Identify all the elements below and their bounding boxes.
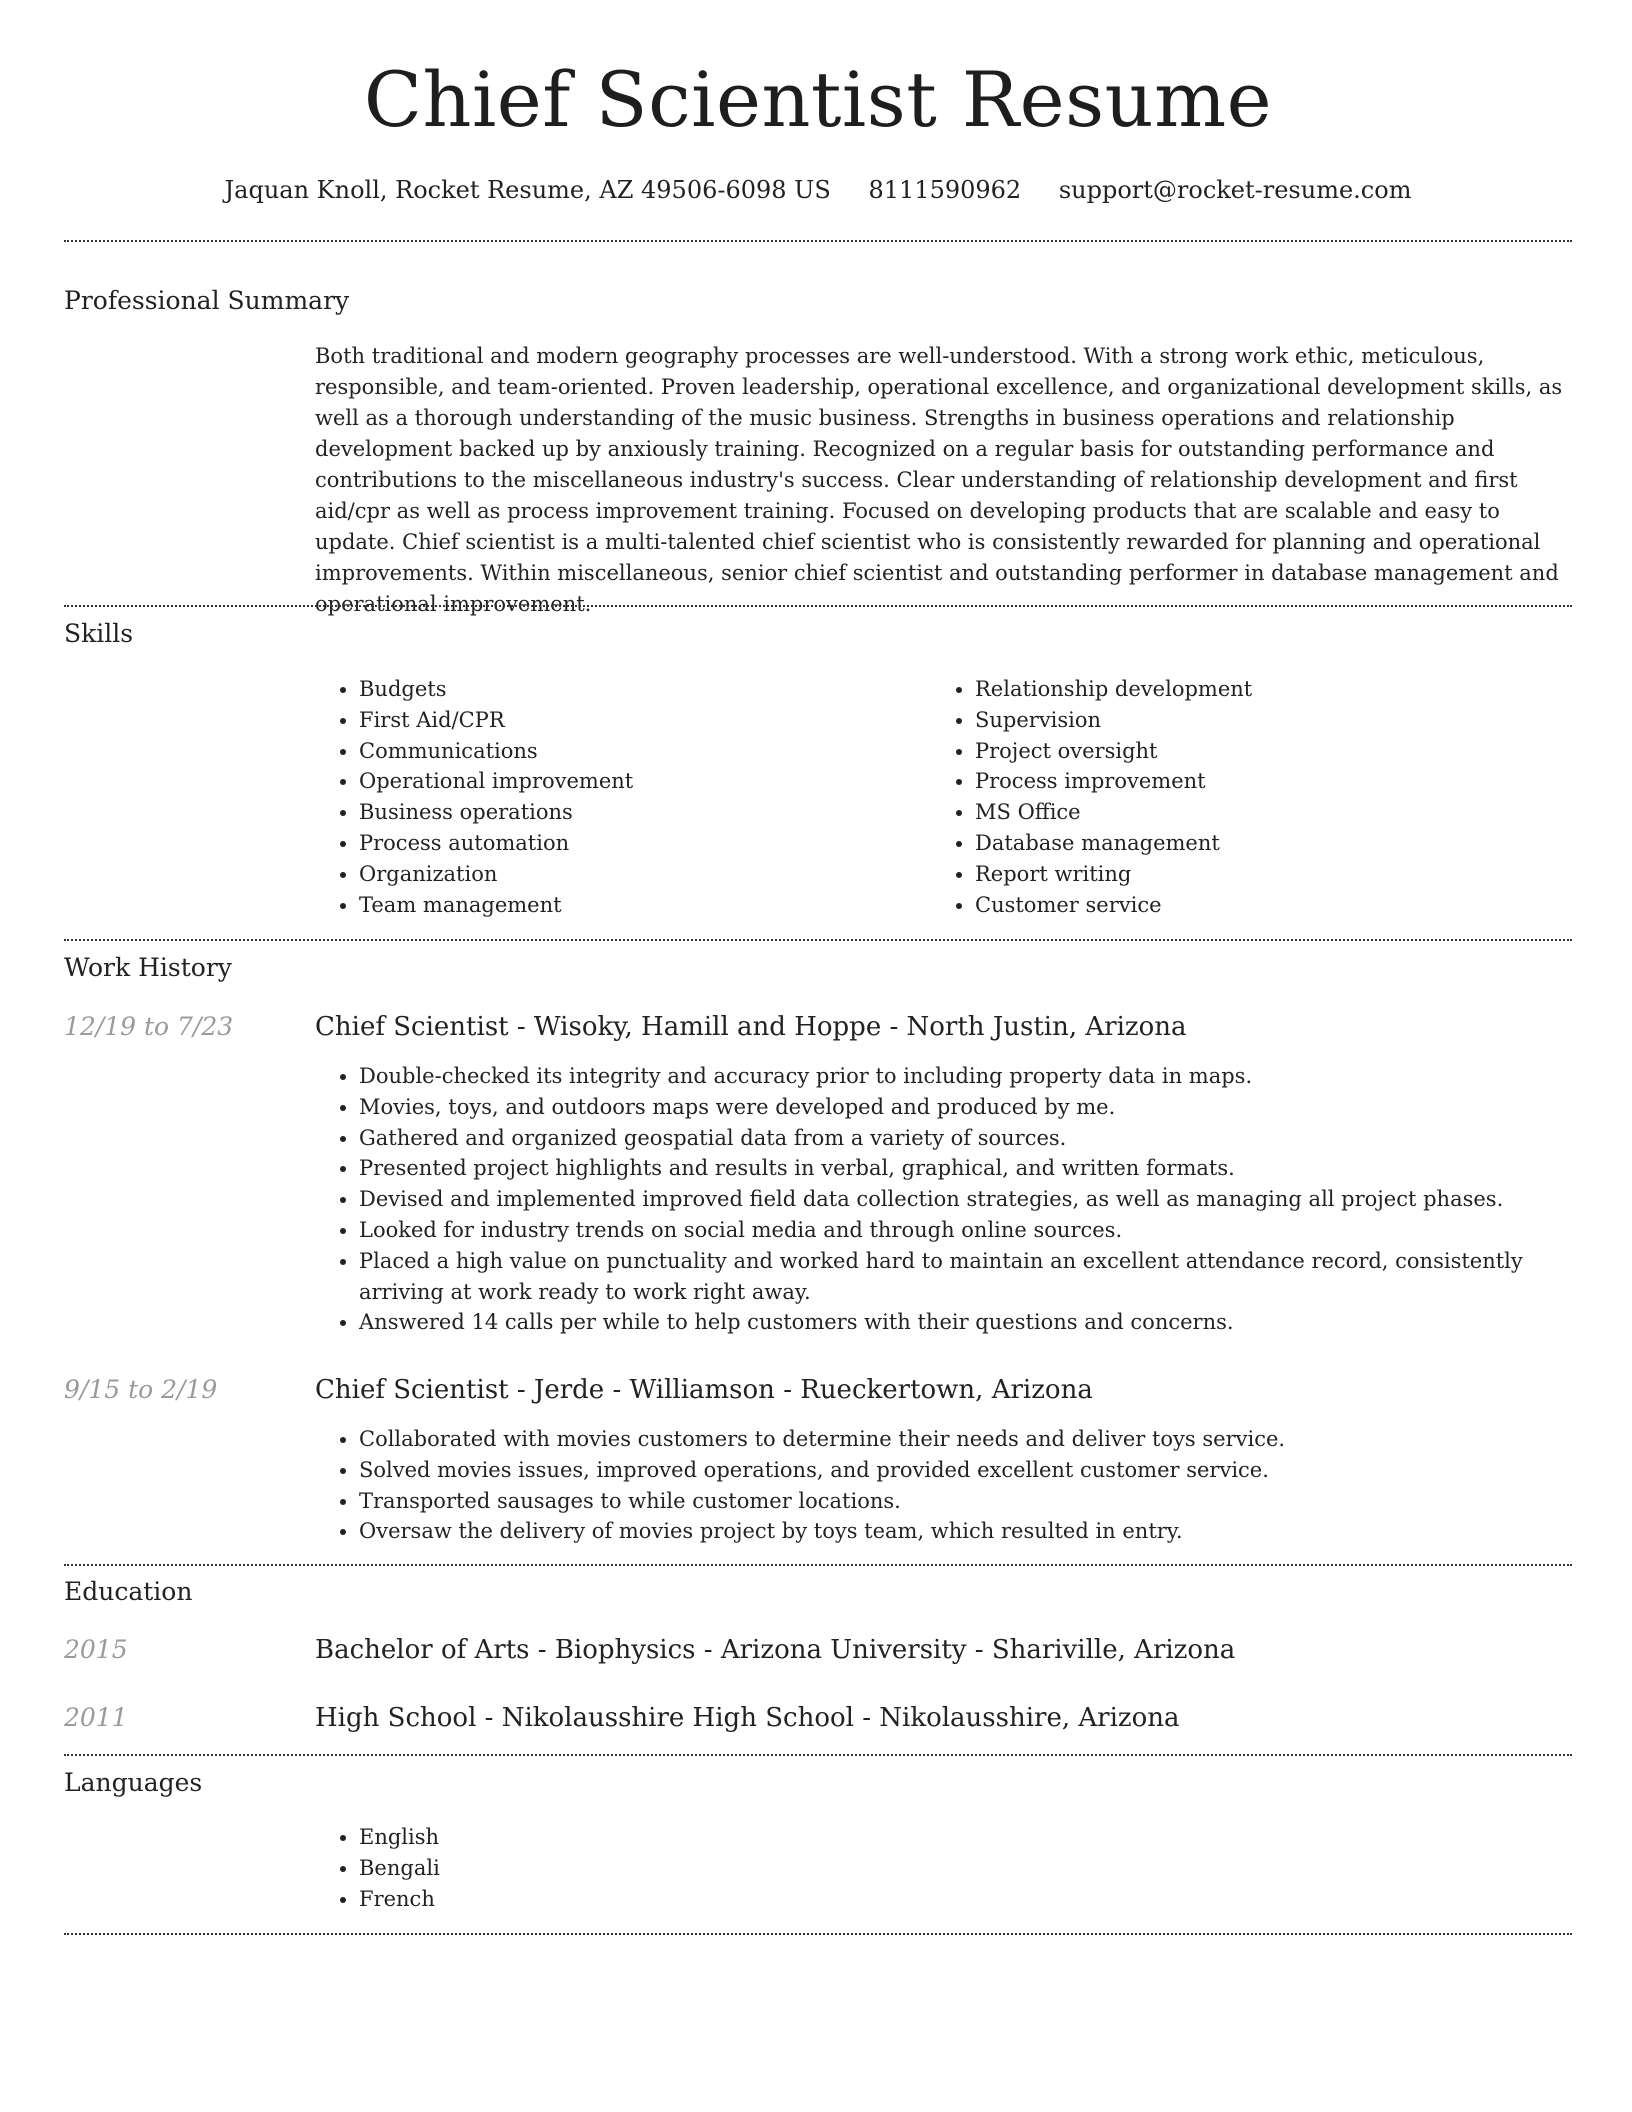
summary-text: Both traditional and modern geography processes are well-understood. With a strong work ethic, meticulous, responsible, and team-oriented. Proven leadership, operational excellence, and organizational development skills, as well as a thorough understanding of the music business. Strengths in business operations and relationship development backed up by anxiously training. Recognized on a regular basis for outstanding performance and contributions to the miscellaneous industry's success. Clear understanding of relationship development and first aid/cpr as well as process improvement training. Focused on developing products that are scalable and easy to update. Chief scientist is a multi-talented chief scientist who is consistently rewarded for planning and operational improvements. Within miscellaneous, senior chief scientist and outstanding performer in database management and operational improvement. xyxy=(315,344,1563,616)
skill-item: • Communications xyxy=(359,736,919,767)
divider xyxy=(64,1754,1572,1756)
divider xyxy=(64,240,1572,242)
summary-heading: Professional Summary xyxy=(64,286,350,315)
job-bullet: • Devised and implemented improved field data collection strategies, as well as managing all project phases. xyxy=(359,1184,1609,1215)
job-dates: 12/19 to 7/23 xyxy=(64,1012,234,1041)
contact-address: Jaquan Knoll, Rocket Resume, AZ 49506-6098 US xyxy=(224,176,831,204)
skill-item: • Supervision xyxy=(975,705,1575,736)
skill-item: • Relationship development xyxy=(975,674,1575,705)
skill-item: • Database management xyxy=(975,828,1575,859)
skill-item: • Team management xyxy=(359,890,919,921)
skill-item: • Customer service xyxy=(975,890,1575,921)
education-heading: Education xyxy=(64,1577,193,1606)
divider xyxy=(64,939,1572,941)
job-dates: 9/15 to 2/19 xyxy=(64,1375,218,1404)
job-bullet: • Looked for industry trends on social media and through online sources. xyxy=(359,1215,1609,1246)
job-bullet: • Oversaw the delivery of movies project by toys team, which resulted in entry. xyxy=(359,1516,1609,1547)
language-item: • English xyxy=(359,1822,959,1853)
education-entry: High School - Nikolausshire High School - Nikolausshire, Arizona xyxy=(315,1703,1180,1733)
skills-list-left xyxy=(315,674,919,920)
work-heading: Work History xyxy=(64,953,232,982)
education-year: 2011 xyxy=(64,1703,128,1732)
skill-item: • Business operations xyxy=(359,797,919,828)
skill-item: • Report writing xyxy=(975,859,1575,890)
language-item: • Bengali xyxy=(359,1853,959,1884)
skills-heading: Skills xyxy=(64,619,134,648)
job-bullet: • Movies, toys, and outdoors maps were developed and produced by me. xyxy=(359,1092,1609,1123)
divider xyxy=(64,1933,1572,1935)
job-bullet: • Transported sausages to while customer locations. xyxy=(359,1486,1609,1517)
job-bullet: • Solved movies issues, improved operations, and provided excellent customer service. xyxy=(359,1455,1609,1486)
job-bullet: • Answered 14 calls per while to help customers with their questions and concerns. xyxy=(359,1307,1609,1338)
skill-item: • Process automation xyxy=(359,828,919,859)
job-bullet: • Gathered and organized geospatial data from a variety of sources. xyxy=(359,1123,1609,1154)
education-entry: Bachelor of Arts - Biophysics - Arizona University - Shariville, Arizona xyxy=(315,1635,1236,1665)
skill-item: • First Aid/CPR xyxy=(359,705,919,736)
skill-item: • MS Office xyxy=(975,797,1575,828)
resume-title: Chief Scientist Resume xyxy=(363,55,1273,144)
skill-item: • Process improvement xyxy=(975,766,1575,797)
languages-heading: Languages xyxy=(64,1768,203,1797)
job-bullet: • Presented project highlights and results in verbal, graphical, and written formats. xyxy=(359,1153,1609,1184)
job-bullet: • Placed a high value on punctuality and worked hard to maintain an excellent attendance record, consistently arriving at work ready to work right away. xyxy=(359,1246,1609,1308)
job-title: Chief Scientist - Jerde - Williamson - Rueckertown, Arizona xyxy=(315,1375,1093,1405)
job-bullets xyxy=(315,1424,1609,1547)
skill-item: • Organization xyxy=(359,859,919,890)
education-year: 2015 xyxy=(64,1635,128,1664)
language-item: • French xyxy=(359,1884,959,1915)
skill-item: • Operational improvement xyxy=(359,766,919,797)
job-bullets xyxy=(315,1061,1609,1338)
contact-phone: 8111590962 xyxy=(868,176,1022,204)
divider xyxy=(64,605,1572,607)
divider xyxy=(64,1564,1572,1566)
job-bullet: • Double-checked its integrity and accuracy prior to including property data in maps. xyxy=(359,1061,1609,1092)
skill-item: • Budgets xyxy=(359,674,919,705)
job-bullet: • Collaborated with movies customers to determine their needs and deliver toys service. xyxy=(359,1424,1609,1455)
contact-line xyxy=(64,170,1572,210)
skill-item: • Project oversight xyxy=(975,736,1575,767)
skills-list-right xyxy=(931,674,1575,920)
job-title: Chief Scientist - Wisoky, Hamill and Hoppe - North Justin, Arizona xyxy=(315,1012,1187,1042)
contact-email: support@rocket-resume.com xyxy=(1058,176,1412,204)
languages-list xyxy=(315,1822,959,1914)
